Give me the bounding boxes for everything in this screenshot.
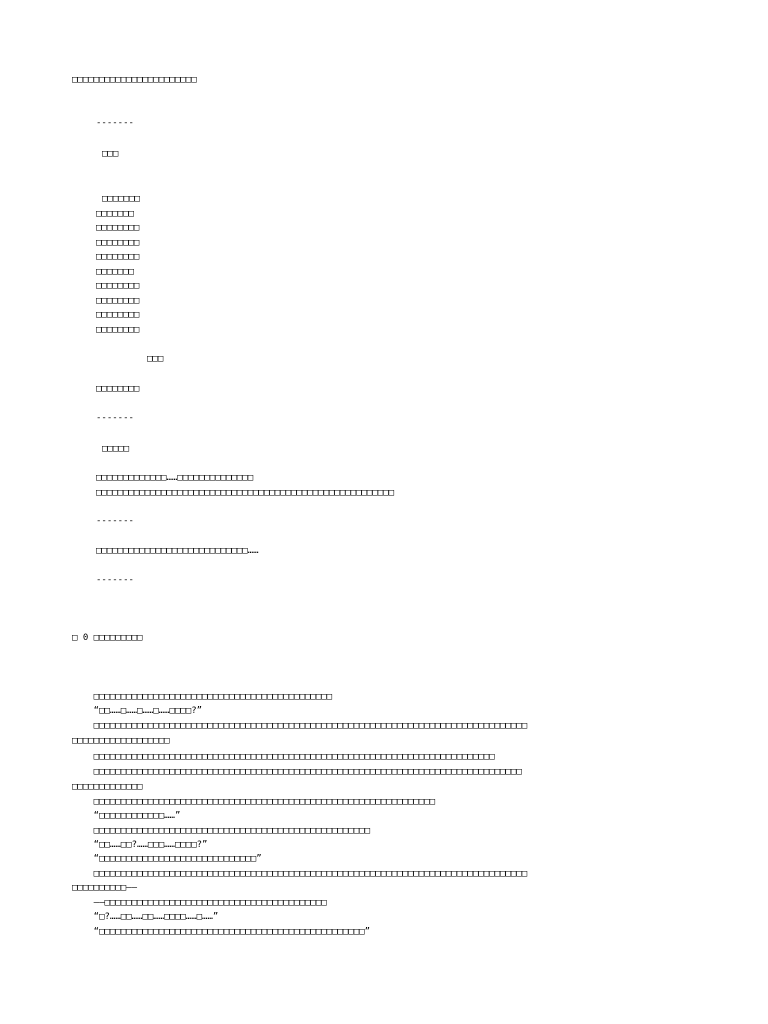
- body-line: □□□□□□□□□□□□□□□□□□□□□□□□□□□□□□□□□□□□□□□□□□□□□□□□□□□□□□□□□□□□□□□□□□□□□□□□□□: [72, 752, 495, 762]
- list-item: □□□□□□□□: [96, 281, 140, 291]
- list-item: □□□□□□□: [96, 209, 134, 219]
- separator: -------: [96, 413, 134, 423]
- body-line: □□□□□□□□□□□□□□□□□□□□□□□□□□□□□□□□□□□□□□□□□□□□□□□□□□□□□□□□□□□□□□□□□□□□□□□□□□□□□□□□: [72, 869, 528, 879]
- body-line: “□□……□□?……□□□……□□□□?”: [72, 840, 208, 850]
- body-line: □□□□□□□□□□□□□: [72, 782, 143, 792]
- body-line: □□□□□□□□□□□□□□□□□□□□□□□□□□□□□□□□□□□□□□□□□□□□□□□□□□□□□□□□□□□□□□□□□□□□□□□□□□□□□□□: [72, 767, 522, 777]
- document-title: □□□□□□□□□□□□□□□□□□□□□□□: [72, 75, 197, 85]
- paragraph-line: □□□□□□□□□□□□□……□□□□□□□□□□□□□□: [96, 473, 254, 483]
- list-item: □□□□□□□□: [96, 325, 140, 335]
- list-item: □□□□□□□□: [96, 296, 140, 306]
- separator: -------: [96, 575, 134, 585]
- body-line: □□□□□□□□□□□□□□□□□□: [72, 736, 170, 746]
- section-heading: □□□: [102, 149, 119, 159]
- body-line: ——□□□□□□□□□□□□□□□□□□□□□□□□□□□□□□□□□□□□□□□□□: [72, 898, 327, 908]
- list-item: □□□□□□□□: [96, 238, 140, 248]
- body-line: “□□……□……□……□……□□□□?”: [72, 706, 203, 716]
- list-item: □□□□□□□□: [96, 223, 140, 233]
- list-item: □□□□□□□□: [96, 310, 140, 320]
- list-item: □□□□□□□: [96, 267, 134, 277]
- paragraph-line: □□□□□□□□□□□□□□□□□□□□□□□□□□□□……: [96, 546, 259, 556]
- body-line: □□□□□□□□□□□□□□□□□□□□□□□□□□□□□□□□□□□□□□□□□□□□□□□□□□□□□□□□□□□□□□□□□□□□□□□□□□□□□□□□: [72, 721, 528, 731]
- body-line: “□□□□□□□□□□□□□□□□□□□□□□□□□□□□□”: [72, 854, 262, 864]
- body-line: “□□□□□□□□□□□□……”: [72, 811, 181, 821]
- list-item: □□□□□□□□: [96, 252, 140, 262]
- separator: -------: [96, 118, 134, 128]
- separator: -------: [96, 516, 134, 526]
- list-lead: □□□□□□□: [102, 194, 140, 204]
- text-line: □□□□□□□□: [96, 384, 140, 394]
- body-line: □□□□□□□□□□□□□□□□□□□□□□□□□□□□□□□□□□□□□□□□□□□□□□□□□□□□□□□□□□□□□□□: [72, 797, 436, 807]
- body-line: “□?……□□……□□……□□□□……□……”: [72, 912, 219, 922]
- section-heading: □□□□□: [102, 444, 130, 454]
- section-heading: □□□: [147, 354, 164, 364]
- paragraph-line: □□□□□□□□□□□□□□□□□□□□□□□□□□□□□□□□□□□□□□□□□□□□□□□□□□□□□□□: [96, 488, 395, 498]
- body-line: □□□□□□□□□□□□□□□□□□□□□□□□□□□□□□□□□□□□□□□□□□□□□□□□□□□: [72, 826, 371, 836]
- chapter-title: □ 0 □□□□□□□□□: [72, 633, 143, 643]
- body-line: □□□□□□□□□□□□□□□□□□□□□□□□□□□□□□□□□□□□□□□□□□□□: [72, 692, 333, 702]
- body-line: “□□□□□□□□□□□□□□□□□□□□□□□□□□□□□□□□□□□□□□□□□□□□□□□□□”: [72, 927, 371, 937]
- body-line: □□□□□□□□□□——: [72, 883, 138, 893]
